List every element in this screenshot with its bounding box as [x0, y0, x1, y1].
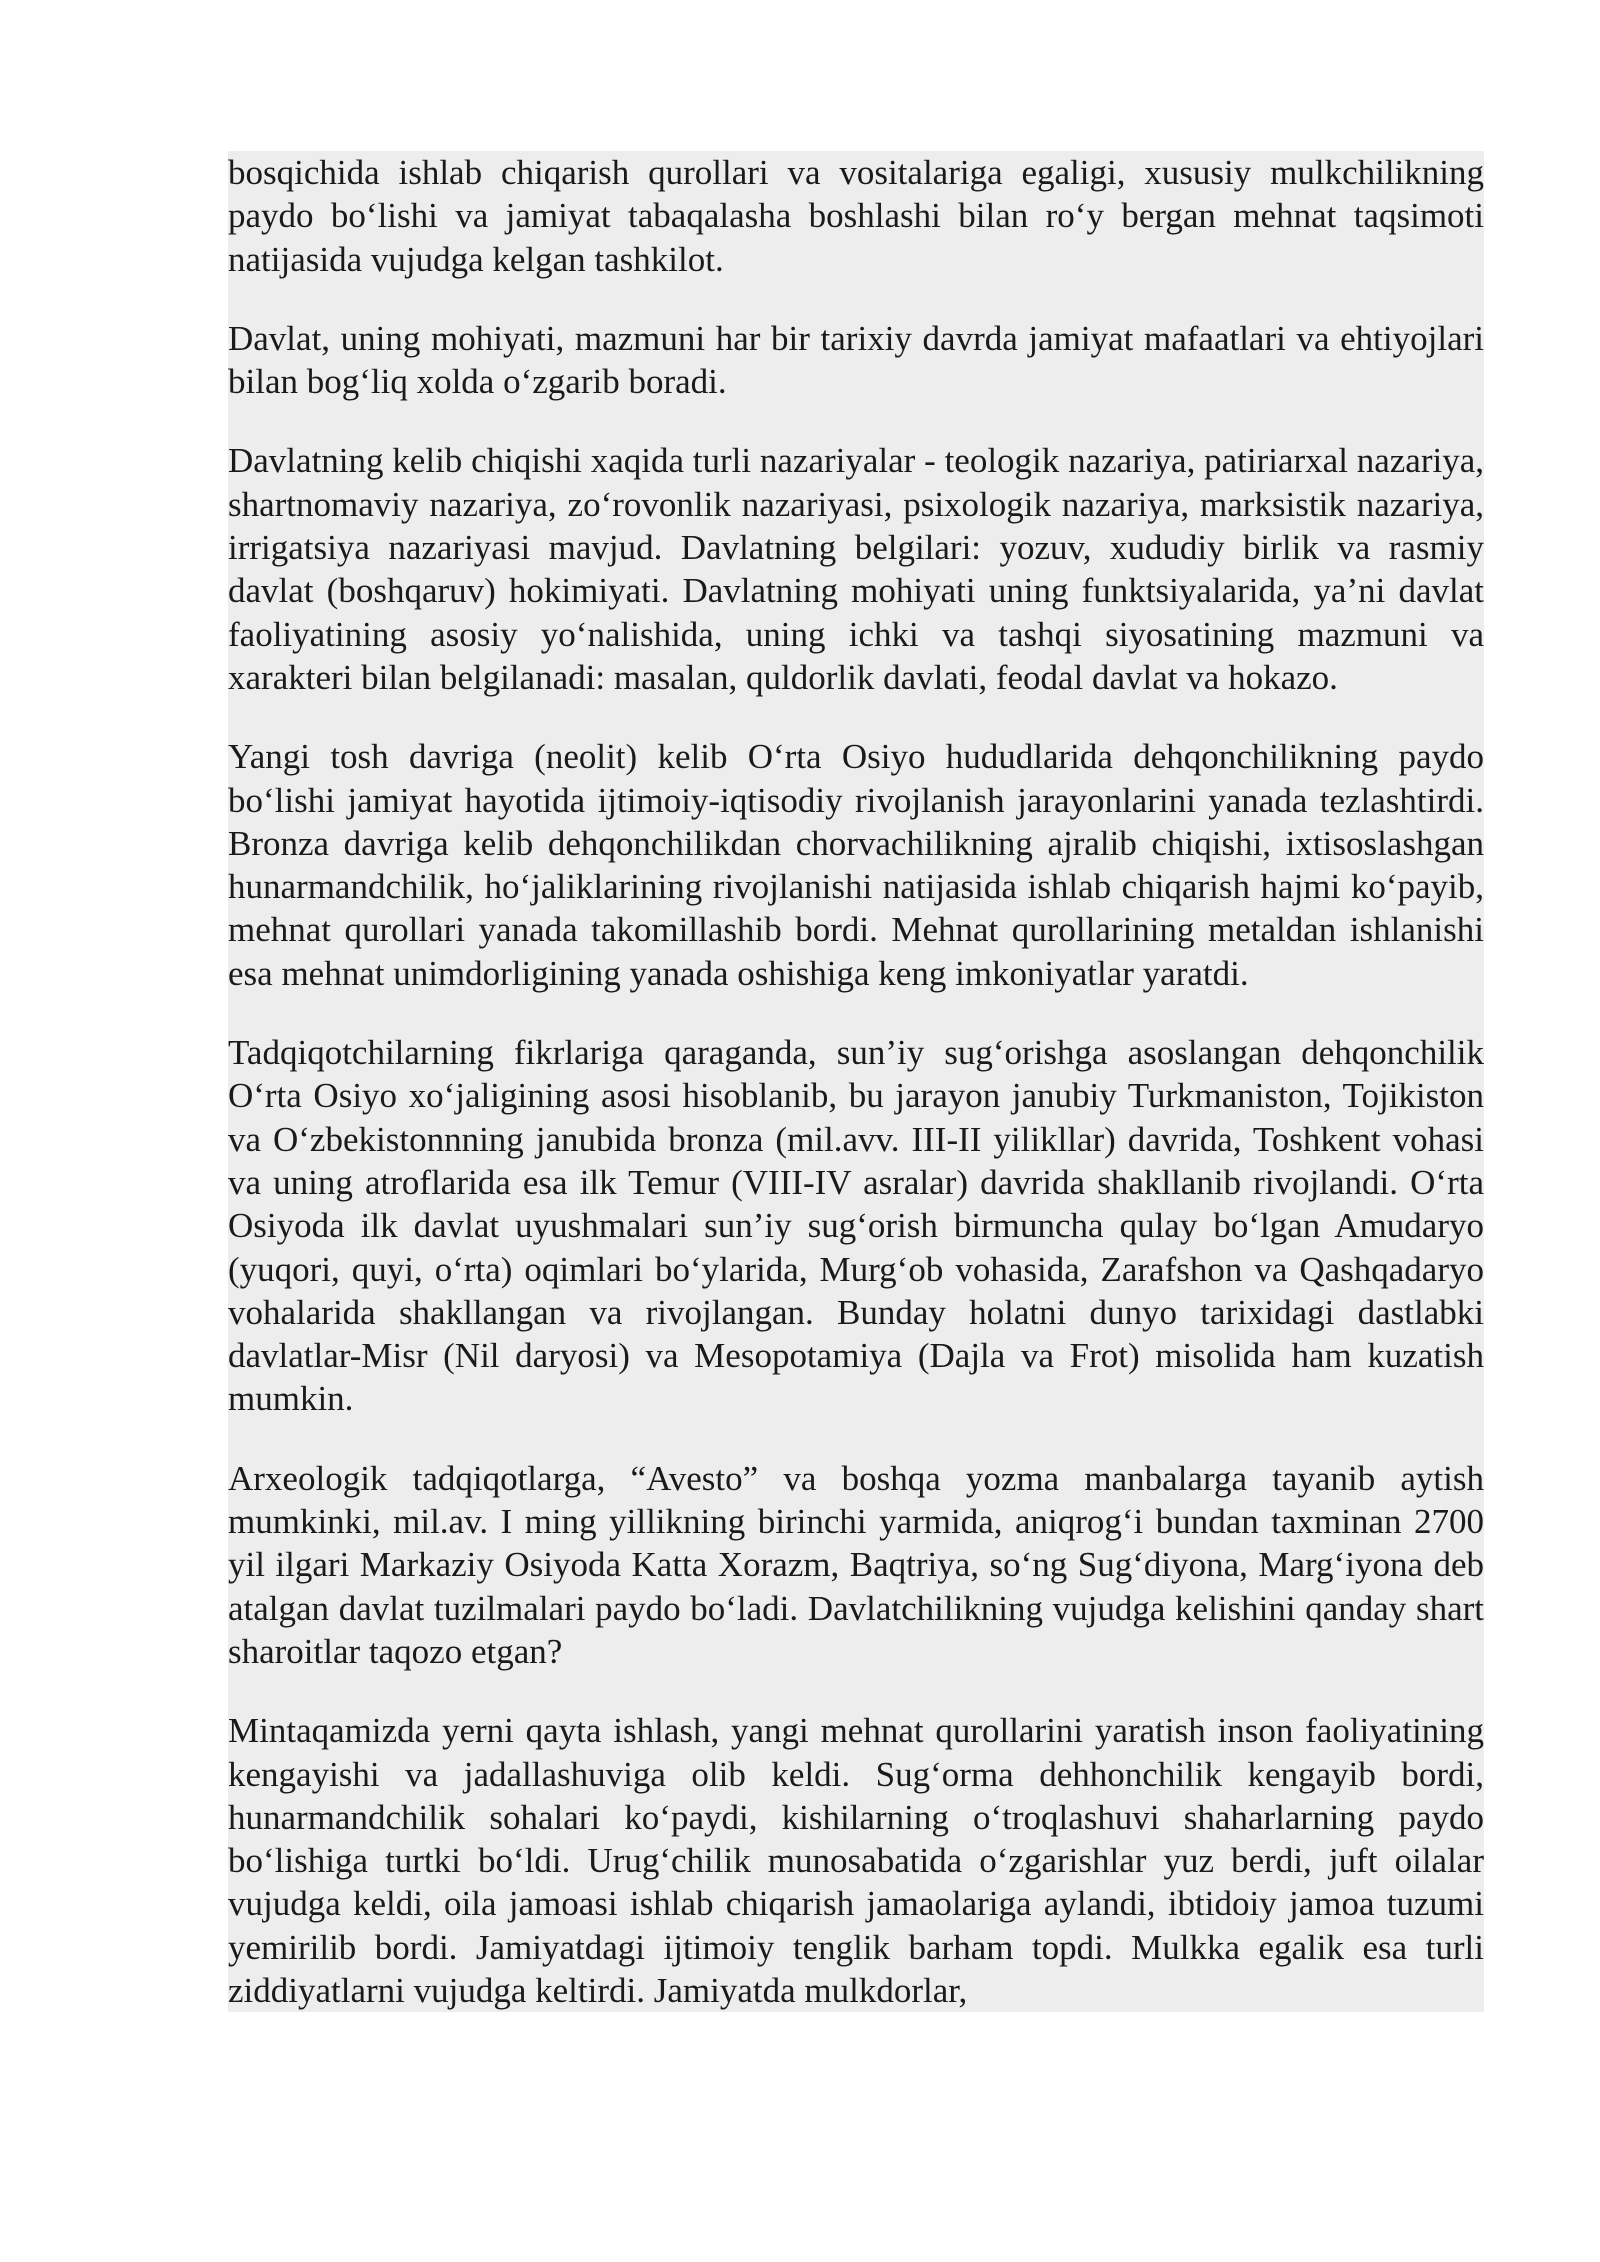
paragraph-6: Arxeologik tadqiqotlarga, “Avesto” va boshqa yozma manbalarga tayanib aytish mumkinki, mil.av. I ming yillikning birinchi yarmida, aniqrog‘i bundan taxminan 2700 yil ilgari Markaziy Osiyoda Katta Xorazm, Baqtriya, so‘ng Sug‘diyona, Marg‘iyona deb atalgan davlat tuzilmalari paydo bo‘ladi. Davlatchilikning vujudga kelishini qanday shart sharoitlar taqozo etgan?: [228, 1458, 1484, 1671]
paragraph-2: Davlat, uning mohiyati, mazmuni har bir tarixiy davrda jamiyat mafaatlari va ehtiyojlari bilan bog‘liq xolda o‘zgarib boradi.: [228, 318, 1484, 402]
paragraph-7: Mintaqamizda yerni qayta ishlash, yangi mehnat qurollarini yaratish inson faoliyatining kengayishi va jadallashuviga olib keldi. Sug‘orma dehhonchilik kengayib bordi, hunarmandchilik sohalari ko‘paydi, kishilarning o‘troqlashuvi shaharlarning paydo bo‘lishiga turtki bo‘ldi. Urug‘chilik munosabatida o‘zgarishlar yuz berdi, juft oilalar vujudga keldi, oila jamoasi ishlab chiqarish jamaolariga aylandi, ibtidoiy jamoa tuzumi yemirilib bordi. Jamiyatdagi ijtimoiy tenglik barham topdi. Mulkka egalik esa turli ziddiyatlarni vujudga keltirdi. Jamiyatda mulkdorlar,: [228, 1711, 1484, 2010]
paragraph-3: Davlatning kelib chiqishi xaqida turli nazariyalar - teologik nazariya, patiriarxal nazariya, shartnomaviy nazariya, zo‘rovonlik nazariyasi, psixologik nazariya, marksistik nazariya, irrigatsiya nazariyasi mavjud. Davlatning belgilari: yozuv, xududiy birlik va rasmiy davlat (boshqaruv) hokimiyati. Davlatning mohiyati uning funktsiyalarida, ya’ni davlat faoliyatining asosiy yo‘nalishida, uning ichki va tashqi siyosatining mazmuni va xarakteri bilan belgilanadi: masalan, quldorlik davlati, feodal davlat va hokazo.: [228, 441, 1484, 697]
paragraph-5: Tadqiqotchilarning fikrlariga qaraganda, sun’iy sug‘orishga asoslangan dehqonchilik O‘rta Osiyo xo‘jaligining asosi hisoblanib, bu jarayon janubiy Turkmaniston, Tojikiston va O‘zbekistonnning janubida bronza (mil.avv. III-II yilikllar) davrida, Toshkent vohasi va uning atroflarida esa ilk Temur (VIII-IV asralar) davrida shakllanib rivojlandi. O‘rta Osiyoda ilk davlat uyushmalari sun’iy sug‘orish birmuncha qulay bo‘lgan Amudaryo (yuqori, quyi, o‘rta) oqimlari bo‘ylarida, Murg‘ob vohasida, Zarafshon va Qashqadaryo vohalarida shakllangan va rivojlangan. Bunday holatni dunyo tarixidagi dastlabki davlatlar-Misr (Nil daryosi) va Mesopotamiya (Dajla va Frot) misolida ham kuzatish mumkin.: [228, 1033, 1484, 1419]
paragraph-1: bosqichida ishlab chiqarish qurollari va vositalariga egaligi, xususiy mulkchilikning paydo bo‘lishi va jamiyat tabaqalasha boshlashi bilan ro‘y bergan mehnat taqsimoti natijasida vujudga kelgan tashkilot.: [228, 153, 1484, 279]
document-body: [228, 151, 1484, 2012]
paragraph-4: Yangi tosh davriga (neolit) kelib O‘rta Osiyo hududlarida dehqonchilikning paydo bo‘lishi jamiyat hayotida ijtimoiy-iqtisodiy rivojlanish jarayonlarini yanada tezlashtirdi. Bronza davriga kelib dehqonchilikdan chorvachilikning ajralib chiqishi, ixtisoslashgan hunarmandchilik, ho‘jaliklarining rivojlanishi natijasida ishlab chiqarish hajmi ko‘payib, mehnat qurollari yanada takomillashib bordi. Mehnat qurollarining metaldan ishlanishi esa mehnat unimdorligining yanada oshishiga keng imkoniyatlar yaratdi.: [228, 737, 1484, 993]
